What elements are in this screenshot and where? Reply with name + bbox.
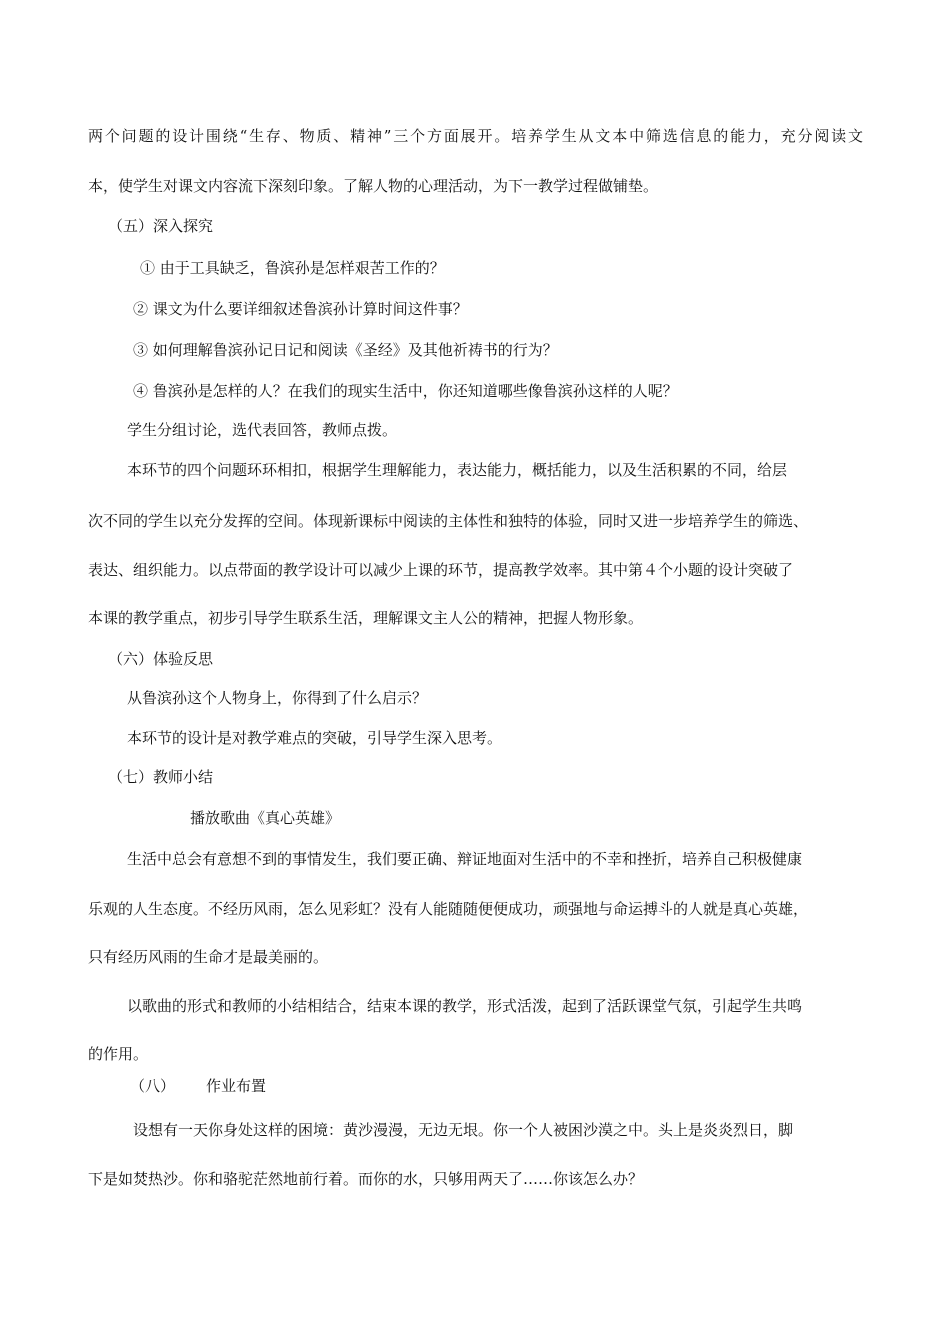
section-heading: 作业布置: [206, 1077, 267, 1095]
section-heading: （五）深入探究: [108, 217, 214, 235]
paragraph-line: 本环节的四个问题环环相扣，根据学生理解能力，表达能力，概括能力，以及生活积累的不同，给层: [127, 461, 788, 479]
paragraph-line: 以歌曲的形式和教师的小结相结合，结束本课的教学，形式活泼，起到了活跃课堂气氛，引起学生共鸣: [127, 997, 803, 1015]
paragraph-line: 设想有一天你身处这样的困境：黄沙漫漫，无边无垠。你一个人被困沙漠之中。头上是炎炎烈日，脚: [133, 1121, 794, 1139]
paragraph-line: 只有经历风雨的生命才是最美丽的。: [88, 948, 329, 966]
paragraph-line: 播放歌曲《真心英雄》: [190, 809, 341, 827]
paragraph-line: 本，使学生对课文内容流下深刻印象。了解人物的心理活动，为下一教学过程做铺垫。: [88, 177, 659, 195]
paragraph-line: 的作用。: [88, 1045, 149, 1063]
paragraph-line: 生活中总会有意想不到的事情发生，我们要正确、辩证地面对生活中的不幸和挫折，培养自己积极健康: [127, 850, 803, 868]
section-number: （八）: [130, 1077, 176, 1095]
paragraph-line: 从鲁滨孙这个人物身上，你得到了什么启示？: [127, 689, 428, 707]
paragraph-line: 本课的教学重点，初步引导学生联系生活，理解课文主人公的精神，把握人物形象。: [88, 609, 644, 627]
question-item: ④ 鲁滨孙是怎样的人？在我们的现实生活中，你还知道哪些像鲁滨孙这样的人呢？: [133, 382, 678, 400]
paragraph-line: 本环节的设计是对教学难点的突破，引导学生深入思考。: [127, 729, 503, 747]
paragraph-line: 学生分组讨论，选代表回答，教师点拨。: [127, 421, 398, 439]
question-item: ③ 如何理解鲁滨孙记日记和阅读《圣经》及其他祈祷书的行为？: [133, 341, 558, 359]
paragraph-line: 次不同的学生以充分发挥的空间。体现新课标中阅读的主体性和独特的体验，同时又进一步培养学生的筛选、: [88, 512, 809, 530]
paragraph-line: 乐观的人生态度。不经历风雨，怎么见彩虹？没有人能随随便便成功，顽强地与命运搏斗的人就是真心英雄，: [88, 900, 809, 918]
paragraph-line: 两个问题的设计围绕“生存、物质、精神”三个方面展开。培养学生从文本中筛选信息的能力，充分阅读文: [88, 127, 863, 145]
section-heading: （六）体验反思: [108, 650, 214, 668]
section-heading: （七）教师小结: [108, 768, 214, 786]
question-item: ② 课文为什么要详细叙述鲁滨孙计算时间这件事？: [133, 300, 468, 318]
paragraph-line: 表达、组织能力。以点带面的教学设计可以减少上课的环节，提高教学效率。其中第４个小题的设计突破了: [88, 561, 794, 579]
question-item: ① 由于工具缺乏，鲁滨孙是怎样艰苦工作的？: [140, 259, 445, 277]
paragraph-line: 下是如焚热沙。你和骆驼茫然地前行着。而你的水，只够用两天了……你该怎么办？: [88, 1170, 644, 1188]
